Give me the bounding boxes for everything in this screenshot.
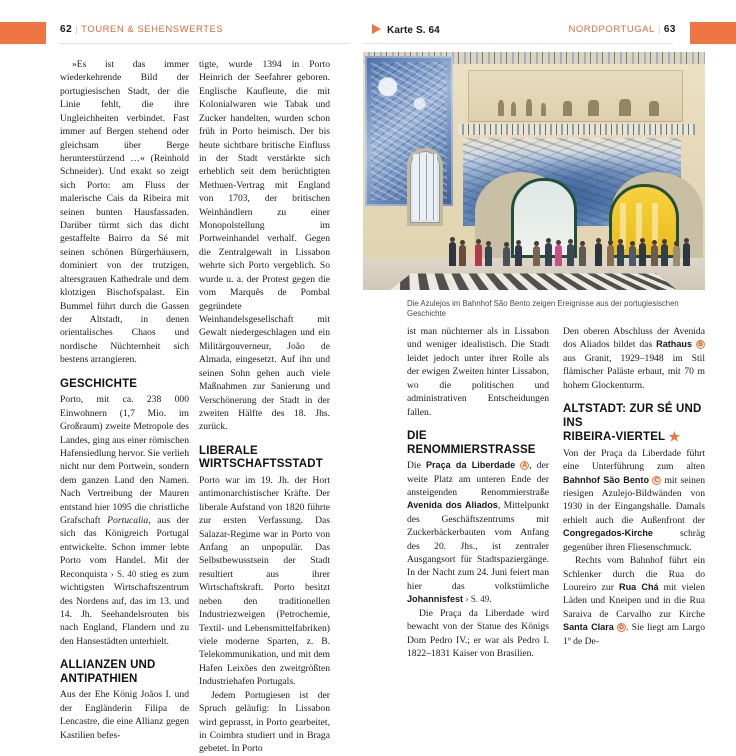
map-badge-b[interactable]: B bbox=[696, 340, 705, 349]
geschichte-text-c: stieg es zum wichtigsten Wirtschaftszentrum des Nordens auf, das im 13. und 14. Jh. Seehandelsrouten bis nach England, Flandern und zu den Hansestädten unterhielt. bbox=[60, 568, 190, 647]
geschichte-portucalia: Portucalia bbox=[107, 515, 149, 527]
poi-avenida-dos-aliados: Avenida dos Aliados bbox=[407, 500, 498, 511]
rat-text-a: Den oberen Abschluss der Avenida dos Aliados bildet das bbox=[563, 326, 705, 351]
star-highlight-icon: ★ bbox=[668, 429, 681, 445]
ren-text-a: Die bbox=[407, 460, 426, 472]
ren-text-b: , der weite Platz am unteren Ende der ansteigenden Renommierstraße bbox=[407, 460, 549, 498]
alt-text-c: schräg gegenüber ihren Fliesenschmuck. bbox=[563, 528, 705, 553]
poi-santa-clara: Santa Clara bbox=[563, 622, 614, 633]
photo-caption: Die Azulejos im Bahnhof São Bento zeigen Ereignisse aus der portugiesischen Geschichte bbox=[407, 299, 679, 318]
map-badge-c[interactable]: C bbox=[652, 476, 661, 485]
paragraph-allianzen-cont: tigte, wurde 1394 in Porto Heinrich der Seefahrer geboren. Englische Kaufleute, die mit Kolonialwaren wie Tabak und Zucker handelten, wurden schon früh in Porto heimisch. Der bis heute sichtbare britische Einfluss in der Stadt verstärkte sich erheblich seit dem berüchtigten Methuen-Vertrag mit England von 1703, der britischen Weinhändlern zu einer Monopolstellung im Portweinhandel verhalf. Gegen die Zentralgewalt in Lissabon wehrte sich Porto vergeblich. So wurde u. a. der Protest gegen die vom Marquês de Pombal gegründete Weinhandelsgesellschaft mit Gewalt niedergeschlagen und ein Militärgouverneur, João de Almada, eingesetzt. Auf ihn und seinen Sohn gehen auch viele Maßnahmen zur Sanierung und Verschönerung der Stadt in der zweiten Hälfte des 18. Jhs. zurück. bbox=[199, 59, 330, 433]
ren-text-c: , Mittelpunkt des Geschäftszentrums mit Zuckerbäckerbauten vom Anfang des 20. Jhs., ist zentraler Ausgangsort für Stadtspaziergänge. In der Nacht zum 24. Juni feiert man hier das volkstümliche bbox=[407, 500, 549, 592]
event-johannisfest: Johannisfest bbox=[407, 594, 464, 605]
paragraph-quote: »Es ist das immer wiederkehrende Bild der portugiesischen Stadt, der die Linie fehlt, die ihre Ungleichheiten verbindet. Fast immer auf Bergen stehend oder gleichsam über Berge herunterstürzend …« (Reinhold Schneider). Und exakt so zeigt sich Porto: am Fluss der malerische Cais da Ribeira mit seinen bunten Hausfassaden. Darüber türmt sich das dicht gestaffelte Bairro da Sé mit seinen schönen Bürgerhäusern, dominiert von der trutzigen, altersgrauen Kathedrale und dem klotzigen Bischofspalast. Ein Bummel führt durch die Gassen der Altstadt, in denen orientalisches Chaos und nordische Nüchternheit sich bestens arrangieren. bbox=[60, 59, 189, 366]
cross-reference-johannisfest[interactable]: › S. 49 bbox=[465, 594, 490, 605]
heading-liberale-wirtschaftsstadt: LIBERALE WIRTSCHAFTSSTADT bbox=[199, 444, 323, 471]
section-title-left: TOUREN & SEHENSWERTES bbox=[81, 24, 224, 35]
ren-text-d: . bbox=[489, 594, 492, 606]
heading-allianzen: ALLIANZEN UND ANTIPATHIEN bbox=[60, 659, 156, 685]
map-badge-d[interactable]: D bbox=[617, 623, 626, 632]
map-reference-label: Karte S. 64 bbox=[387, 25, 440, 36]
page-edge-tab-right bbox=[690, 22, 736, 44]
heading-altstadt-line2: RIBEIRA-VIERTEL bbox=[563, 431, 666, 444]
folio-separator-left: | bbox=[75, 24, 79, 35]
paragraph-rua-cha bbox=[563, 554, 705, 648]
map-reference[interactable] bbox=[372, 24, 440, 36]
poi-congregados-kirche: Congregados-Kirche bbox=[563, 528, 653, 539]
running-head-left bbox=[60, 24, 223, 42]
poi-praca-da-liberdade: Praça da Liberdade bbox=[425, 460, 516, 471]
alt-text-f: . Sie liegt am Largo 1º de De- bbox=[563, 622, 705, 647]
paragraph-renommierstrasse bbox=[407, 459, 549, 607]
page-edge-tab-left bbox=[0, 22, 46, 44]
column-4 bbox=[563, 325, 705, 648]
poi-bahnhof-sao-bento: Bahnhof São Bento bbox=[563, 474, 650, 485]
paragraph-liberale-b: Jedem Portugiesen ist der Spruch geläufig: In Lissabon wird geprasst, in Porto gearbeitet, in Coimbra studiert und in Braga gebetet. In Porto bbox=[199, 689, 330, 755]
section-title-right: NORDPORTUGAL bbox=[568, 24, 655, 35]
header-rule-right bbox=[363, 43, 673, 44]
map-badge-a[interactable]: A bbox=[520, 461, 529, 470]
column-2 bbox=[199, 58, 330, 756]
alt-text-b: mit seinen riesigen Azulejo-Bildwänden von 1930 in der Eingangshalle. Damals erhielt auch die Außenfront der bbox=[563, 474, 705, 526]
column-3 bbox=[407, 325, 549, 660]
paragraph-geschichte bbox=[60, 393, 189, 648]
paragraph-pedro: Die Praça da Liberdade wird bewacht von der Statue des Königs Dom Pedro IV.; er war als Pedro I. 1822–1831 Kaiser von Brasilien. bbox=[407, 607, 549, 659]
alt-text-e: mit vielen Läden und Kneipen und in die Rua Saraiva de Carvalho zur Kirche bbox=[563, 582, 705, 620]
rat-text-b: aus Granit, 1929–1948 im Stil flämischer Paläste erbaut, mit 70 m hohem Glockenturm. bbox=[563, 352, 705, 391]
paragraph-porto-cont: ist man nüchterner als in Lissabon und weniger idealistisch. Die Stadt leidet jedoch unter ihrer Rolle als der ewigen Zweiten hinter Lissabon, wo die politischen und administrativen Entscheidungen fallen. bbox=[407, 326, 549, 418]
paragraph-bahnhof bbox=[563, 447, 705, 554]
paragraph-liberale-a: Porto war im 19. Jh. der Hort antimonarchistischer Kräfte. Der liberale Aufstand von 1820 führte zur ersten Verfassung. Das Salazar-Regime war in Porto von Anfang an unpopulär. Das Selbstbewusstsein der Stadt resultiert aus ihrer Wirtschaftskraft. Porto besitzt neben den traditionellen Industriezweigen (Petrochemie, Textil- und Lebensmittelfabriken) viele moderne Sparten, z. B. Telekommunikation, und mit dem Hafen Leixões den zweitgrößten Industriehafen Portugals. bbox=[199, 474, 330, 688]
folio-separator-right: | bbox=[657, 24, 661, 35]
alt-text-a: Von der Praça da Liberdade führt eine Unterführung zum alten bbox=[563, 447, 705, 473]
poi-rua-cha: Rua Chá bbox=[619, 582, 659, 593]
heading-geschichte: GESCHICHTE bbox=[60, 377, 138, 390]
column-1 bbox=[60, 58, 189, 742]
flag-marker-icon bbox=[372, 24, 381, 34]
paragraph-rathaus bbox=[563, 325, 705, 392]
running-head-right bbox=[568, 24, 676, 42]
cross-reference-reconquista[interactable]: › S. 40 bbox=[110, 568, 137, 579]
paragraph-allianzen: Aus der Ehe König Joãos I. und der Engländerin Filipa de Lencastre, die eine Allianz gegen Kastilien befes- bbox=[60, 689, 189, 741]
folio-left: 62 bbox=[60, 24, 73, 35]
heading-renommierstrasse: DIE RENOMMIERSTRASSE bbox=[407, 429, 536, 456]
header-rule-left bbox=[60, 43, 350, 44]
photo-sao-bento-station bbox=[363, 52, 705, 290]
alt-text-d: Rechts vom Bahnhof führt ein Schlenker durch die Rua do Loureiro zur bbox=[563, 555, 705, 594]
folio-right: 63 bbox=[663, 24, 676, 35]
poi-rathaus: Rathaus bbox=[656, 339, 693, 350]
geschichte-text-b: , aus der sich das Königreich Portugal entwickelte. Schon immer lebte Porto vom Handel. Mit der Reconquista bbox=[60, 515, 190, 580]
heading-altstadt bbox=[563, 403, 705, 445]
geschichte-text-a: Porto, mit ca. 238 000 Einwohnern (1,7 Mio. im Großraum) zweite Metropole des Landes, ging aus einer römischen Hafensiedlung hervor. Sie verlieh nicht nur dem Portwein, sondern dem ganzen Land den Namen. Nach Vertreibung der Mauren entstand hier 1095 die christliche Grafschaft bbox=[60, 394, 189, 527]
heading-altstadt-line1: ALTSTADT: ZUR SÉ UND INS bbox=[563, 403, 702, 429]
